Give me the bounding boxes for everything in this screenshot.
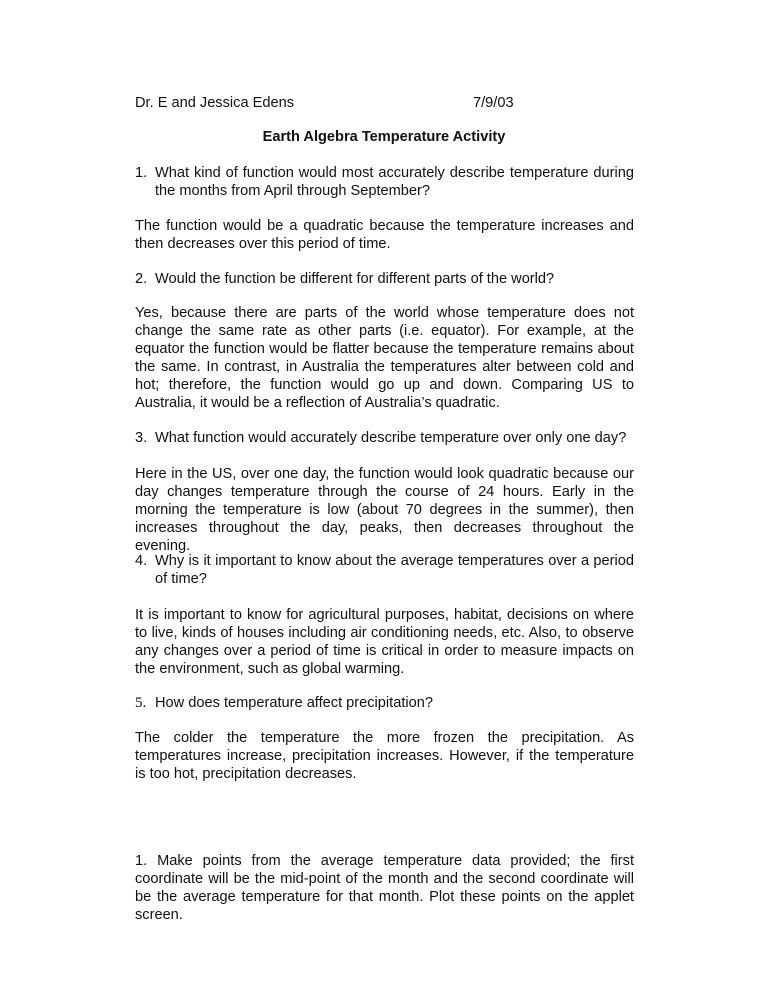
- question-number: 5.: [135, 695, 147, 711]
- question-3: [135, 429, 634, 447]
- question-1: [135, 164, 634, 200]
- answer-1: The function would be a quadratic because the temperature increases and then decreases over this period of time.: [135, 218, 634, 252]
- answer-2: Yes, because there are parts of the world whose temperature does not change the same rate as other parts (i.e. equator). For example, at the equator the function would be flatter because the temperature remains about the same. In contrast, in Australia the temperatures alter between cold and hot; therefore, the function would go up and down. Comparing US to Australia, it would be a reflection of Australia’s quadratic.: [135, 305, 634, 411]
- question-text: How does temperature affect precipitation?: [155, 695, 433, 711]
- author-names: Dr. E and Jessica Edens: [135, 95, 294, 111]
- question-number: 1.: [135, 165, 148, 181]
- question-4: [135, 552, 634, 588]
- question-number: 3.: [135, 430, 148, 446]
- question-number: 2.: [135, 271, 148, 287]
- question-number: 4.: [135, 553, 148, 569]
- answer-3: Here in the US, over one day, the function would look quadratic because our day changes temperature through the course of 24 hours. Early in the morning the temperature is low (about 70 degrees in the summer), then increases throughout the day, peaks, then decreases throughout the evening.: [135, 466, 634, 554]
- question-2: [135, 270, 634, 288]
- answer-4: It is important to know for agricultural purposes, habitat, decisions on where to live, kinds of houses including air conditioning needs, etc. Also, to observe any changes over a period of time is critical in order to measure impacts on the environment, such as global warming.: [135, 607, 634, 677]
- document-title: Earth Algebra Temperature Activity: [262, 129, 506, 145]
- instruction-1: 1. Make points from the average temperature data provided; the first coordinate will be the mid-point of the month and the second coordinate will be the average temperature for that month. Plot these points on the applet screen.: [135, 853, 634, 923]
- question-text: What function would accurately describe temperature over only one day?: [155, 430, 627, 446]
- document-date: 7/9/03: [473, 95, 514, 111]
- question-text: Would the function be different for different parts of the world?: [155, 271, 555, 287]
- answer-5: The colder the temperature the more frozen the precipitation. As temperatures increase, precipitation increases. However, if the temperature is too hot, precipitation decreases.: [135, 730, 634, 782]
- question-5: [135, 694, 634, 712]
- question-text: Why is it important to know about the average temperatures over a period of time?: [155, 553, 634, 587]
- question-text: What kind of function would most accurately describe temperature during the months from April through September?: [155, 165, 634, 199]
